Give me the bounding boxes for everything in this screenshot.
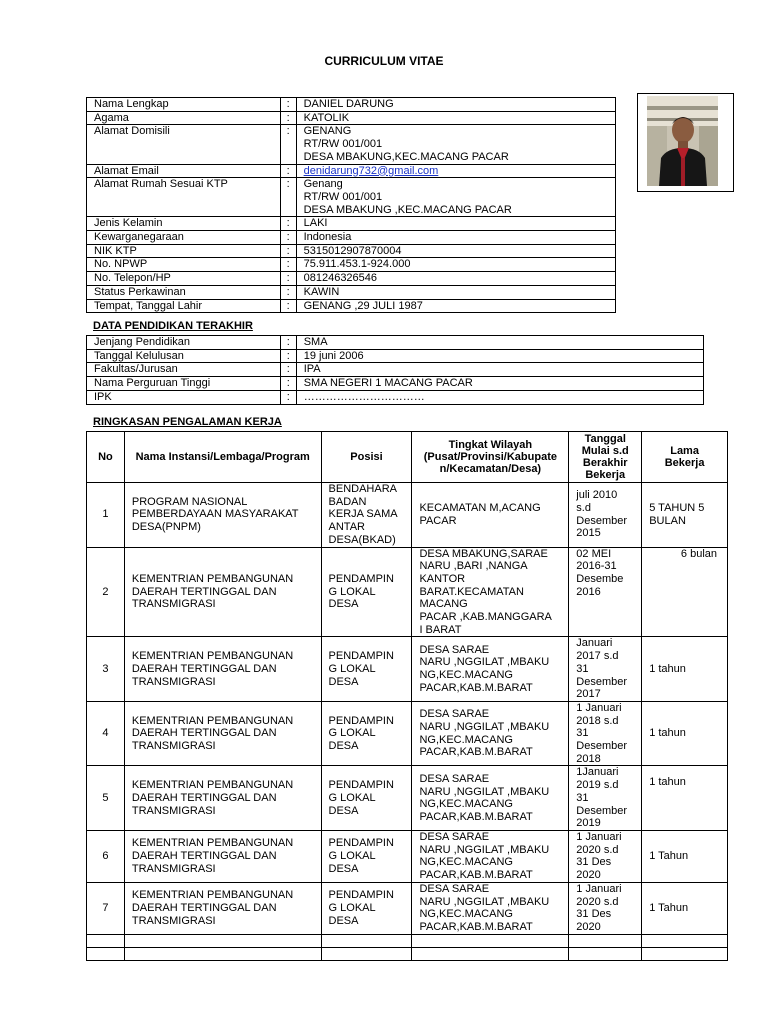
cell-instansi: PROGRAM NASIONAL PEMBERDAYAAN MASYARAKAT DESA(PNPM) bbox=[124, 483, 321, 548]
row-perguruan bbox=[87, 377, 704, 391]
label: No. Telepon/HP bbox=[87, 272, 281, 286]
value: KATOLIK bbox=[296, 111, 615, 125]
empty-cell bbox=[642, 934, 728, 947]
experience-heading: RINGKASAN PENGALAMAN KERJA bbox=[93, 416, 282, 428]
row-kewarganegaraan bbox=[87, 231, 616, 245]
cell-tanggal: 1 Januari 2018 s.d 31 Desember 2018 bbox=[569, 701, 642, 766]
label: NIK KTP bbox=[87, 244, 281, 258]
colon: : bbox=[280, 272, 296, 286]
empty-cell bbox=[321, 934, 412, 947]
profile-photo-image bbox=[647, 96, 718, 186]
cell-wilayah: DESA SARAE NARU ,NGGILAT ,MBAKU NG,KEC.MACANG PACAR,KAB.M.BARAT bbox=[412, 701, 569, 766]
header-tanggal: Tanggal Mulai s.d Berakhir Bekerja bbox=[569, 432, 642, 483]
row-alamat-ktp bbox=[87, 178, 616, 217]
label: Agama bbox=[87, 111, 281, 125]
empty-cell bbox=[412, 947, 569, 960]
document-title: CURRICULUM VITAE bbox=[324, 54, 444, 68]
colon: : bbox=[280, 363, 296, 377]
personal-data-table bbox=[86, 97, 616, 313]
table-row bbox=[87, 882, 728, 934]
cell-no: 6 bbox=[87, 830, 125, 882]
label: Tanggal Kelulusan bbox=[87, 349, 281, 363]
table-row bbox=[87, 547, 728, 637]
header-instansi: Nama Instansi/Lembaga/Program bbox=[124, 432, 321, 483]
profile-photo bbox=[647, 96, 718, 186]
colon: : bbox=[280, 111, 296, 125]
empty-cell bbox=[124, 947, 321, 960]
colon: : bbox=[280, 164, 296, 178]
empty-cell bbox=[87, 934, 125, 947]
cell-lama: 5 TAHUN 5 BULAN bbox=[642, 483, 728, 548]
table-row bbox=[87, 701, 728, 766]
row-ipk bbox=[87, 390, 704, 404]
colon: : bbox=[280, 390, 296, 404]
label: IPK bbox=[87, 390, 281, 404]
value: Indonesia bbox=[296, 231, 615, 245]
colon: : bbox=[280, 178, 296, 217]
empty-cell bbox=[321, 947, 412, 960]
row-telepon bbox=[87, 272, 616, 286]
cell-no: 1 bbox=[87, 483, 125, 548]
email-link[interactable]: denidarung732@gmail.com bbox=[303, 164, 439, 177]
cell-tanggal: Januari 2017 s.d 31 Desember 2017 bbox=[569, 637, 642, 702]
cell-instansi: KEMENTRIAN PEMBANGUNAN DAERAH TERTINGGAL DAN TRANSMIGRASI bbox=[124, 701, 321, 766]
cell-lama: 1 tahun bbox=[642, 637, 728, 702]
cell-tanggal: 02 MEI 2016-31 Desembe 2016 bbox=[569, 547, 642, 637]
row-email bbox=[87, 164, 616, 178]
value: KAWIN bbox=[296, 285, 615, 299]
colon: : bbox=[280, 377, 296, 391]
table-row bbox=[87, 483, 728, 548]
colon: : bbox=[280, 98, 296, 112]
row-npwp bbox=[87, 258, 616, 272]
cell-instansi: KEMENTRIAN PEMBANGUNAN DAERAH TERTINGGAL DAN TRANSMIGRASI bbox=[124, 637, 321, 702]
colon: : bbox=[280, 258, 296, 272]
row-alamat-domisili bbox=[87, 125, 616, 164]
value: SMA bbox=[296, 336, 703, 350]
row-jurusan bbox=[87, 363, 704, 377]
empty-cell bbox=[124, 934, 321, 947]
value: 081246326546 bbox=[296, 272, 615, 286]
empty-cell bbox=[569, 947, 642, 960]
cell-no: 5 bbox=[87, 766, 125, 831]
table-row bbox=[87, 830, 728, 882]
cell-posisi: PENDAMPIN G LOKAL DESA bbox=[321, 547, 412, 637]
label: Status Perkawinan bbox=[87, 285, 281, 299]
header-wilayah: Tingkat Wilayah (Pusat/Provinsi/Kabupate n/Kecamatan/Desa) bbox=[412, 432, 569, 483]
value: DANIEL DARUNG bbox=[296, 98, 615, 112]
cell-posisi: PENDAMPIN G LOKAL DESA bbox=[321, 701, 412, 766]
row-kelulusan bbox=[87, 349, 704, 363]
empty-row bbox=[87, 947, 728, 960]
value: LAKI bbox=[296, 217, 615, 231]
row-agama bbox=[87, 111, 616, 125]
cell-lama: 6 bulan bbox=[642, 547, 728, 637]
row-status bbox=[87, 285, 616, 299]
empty-row bbox=[87, 934, 728, 947]
cell-tanggal: 1 Januari 2020 s.d 31 Des 2020 bbox=[569, 830, 642, 882]
cell-tanggal: juli 2010 s.d Desember 2015 bbox=[569, 483, 642, 548]
label: Alamat Email bbox=[87, 164, 281, 178]
colon: : bbox=[280, 217, 296, 231]
cell-no: 3 bbox=[87, 637, 125, 702]
table-row bbox=[87, 766, 728, 831]
row-jenjang bbox=[87, 336, 704, 350]
cell-instansi: KEMENTRIAN PEMBANGUNAN DAERAH TERTINGGAL DAN TRANSMIGRASI bbox=[124, 766, 321, 831]
cell-lama: 1 tahun bbox=[642, 701, 728, 766]
row-nik bbox=[87, 244, 616, 258]
cell-wilayah: DESA SARAE NARU ,NGGILAT ,MBAKU NG,KEC.MACANG PACAR,KAB.M.BARAT bbox=[412, 637, 569, 702]
cell-no: 2 bbox=[87, 547, 125, 637]
cell-no: 7 bbox=[87, 882, 125, 934]
value: …………………………… bbox=[296, 390, 703, 404]
colon: : bbox=[280, 244, 296, 258]
label: Fakultas/Jurusan bbox=[87, 363, 281, 377]
colon: : bbox=[280, 336, 296, 350]
cell-instansi: KEMENTRIAN PEMBANGUNAN DAERAH TERTINGGAL DAN TRANSMIGRASI bbox=[124, 547, 321, 637]
value: 5315012907870004 bbox=[296, 244, 615, 258]
header-posisi: Posisi bbox=[321, 432, 412, 483]
empty-cell bbox=[569, 934, 642, 947]
cell-no: 4 bbox=[87, 701, 125, 766]
value: 19 juni 2006 bbox=[296, 349, 703, 363]
value: 75.911.453.1-924.000 bbox=[296, 258, 615, 272]
label: Alamat Domisili bbox=[87, 125, 281, 164]
value: IPA bbox=[296, 363, 703, 377]
label: Jenjang Pendidikan bbox=[87, 336, 281, 350]
table-row bbox=[87, 637, 728, 702]
cell-posisi: BENDAHARA BADAN KERJA SAMA ANTAR DESA(BKAD) bbox=[321, 483, 412, 548]
cell-tanggal: 1 Januari 2020 s.d 31 Des 2020 bbox=[569, 882, 642, 934]
header-no: No bbox=[87, 432, 125, 483]
cell-wilayah: DESA MBAKUNG,SARAE NARU ,BARI ,NANGA KANTOR BARAT.KECAMATAN MACANG PACAR ,KAB.MANGGARA I BARAT bbox=[412, 547, 569, 637]
cell-wilayah: DESA SARAE NARU ,NGGILAT ,MBAKU NG,KEC.MACANG PACAR,KAB.M.BARAT bbox=[412, 830, 569, 882]
label: Kewarganegaraan bbox=[87, 231, 281, 245]
colon: : bbox=[280, 285, 296, 299]
experience-header-row bbox=[87, 432, 728, 483]
empty-cell bbox=[642, 947, 728, 960]
value: GENANG RT/RW 001/001 DESA MBAKUNG,KEC.MACANG PACAR bbox=[296, 125, 615, 164]
cell-instansi: KEMENTRIAN PEMBANGUNAN DAERAH TERTINGGAL DAN TRANSMIGRASI bbox=[124, 830, 321, 882]
cell-posisi: PENDAMPIN G LOKAL DESA bbox=[321, 830, 412, 882]
empty-cell bbox=[412, 934, 569, 947]
cell-wilayah: DESA SARAE NARU ,NGGILAT ,MBAKU NG,KEC.MACANG PACAR,KAB.M.BARAT bbox=[412, 766, 569, 831]
colon: : bbox=[280, 299, 296, 313]
label: Nama Lengkap bbox=[87, 98, 281, 112]
education-table bbox=[86, 335, 704, 405]
cell-wilayah: DESA SARAE NARU ,NGGILAT ,MBAKU NG,KEC.MACANG PACAR,KAB.M.BARAT bbox=[412, 882, 569, 934]
colon: : bbox=[280, 231, 296, 245]
value: GENANG ,29 JULI 1987 bbox=[296, 299, 615, 313]
label: Alamat Rumah Sesuai KTP bbox=[87, 178, 281, 217]
label: Jenis Kelamin bbox=[87, 217, 281, 231]
cell-tanggal: 1Januari 2019 s.d 31 Desember 2019 bbox=[569, 766, 642, 831]
cell-posisi: PENDAMPIN G LOKAL DESA bbox=[321, 766, 412, 831]
experience-table bbox=[86, 431, 728, 961]
cell-wilayah: KECAMATAN M,ACANG PACAR bbox=[412, 483, 569, 548]
colon: : bbox=[280, 349, 296, 363]
value bbox=[296, 164, 615, 178]
label: No. NPWP bbox=[87, 258, 281, 272]
row-ttl bbox=[87, 299, 616, 313]
education-heading: DATA PENDIDIKAN TERAKHIR bbox=[93, 320, 253, 332]
cell-lama: 1 Tahun bbox=[642, 830, 728, 882]
empty-cell bbox=[87, 947, 125, 960]
label: Tempat, Tanggal Lahir bbox=[87, 299, 281, 313]
row-nama bbox=[87, 98, 616, 112]
row-jenis-kelamin bbox=[87, 217, 616, 231]
cell-instansi: KEMENTRIAN PEMBANGUNAN DAERAH TERTINGGAL DAN TRANSMIGRASI bbox=[124, 882, 321, 934]
cell-lama: 1 Tahun bbox=[642, 882, 728, 934]
value: Genang RT/RW 001/001 DESA MBAKUNG ,KEC.MACANG PACAR bbox=[296, 178, 615, 217]
header-lama: Lama Bekerja bbox=[642, 432, 728, 483]
colon: : bbox=[280, 125, 296, 164]
cell-posisi: PENDAMPIN G LOKAL DESA bbox=[321, 637, 412, 702]
value: SMA NEGERI 1 MACANG PACAR bbox=[296, 377, 703, 391]
label: Nama Perguruan Tinggi bbox=[87, 377, 281, 391]
cell-lama: 1 tahun bbox=[642, 766, 728, 831]
cell-posisi: PENDAMPIN G LOKAL DESA bbox=[321, 882, 412, 934]
